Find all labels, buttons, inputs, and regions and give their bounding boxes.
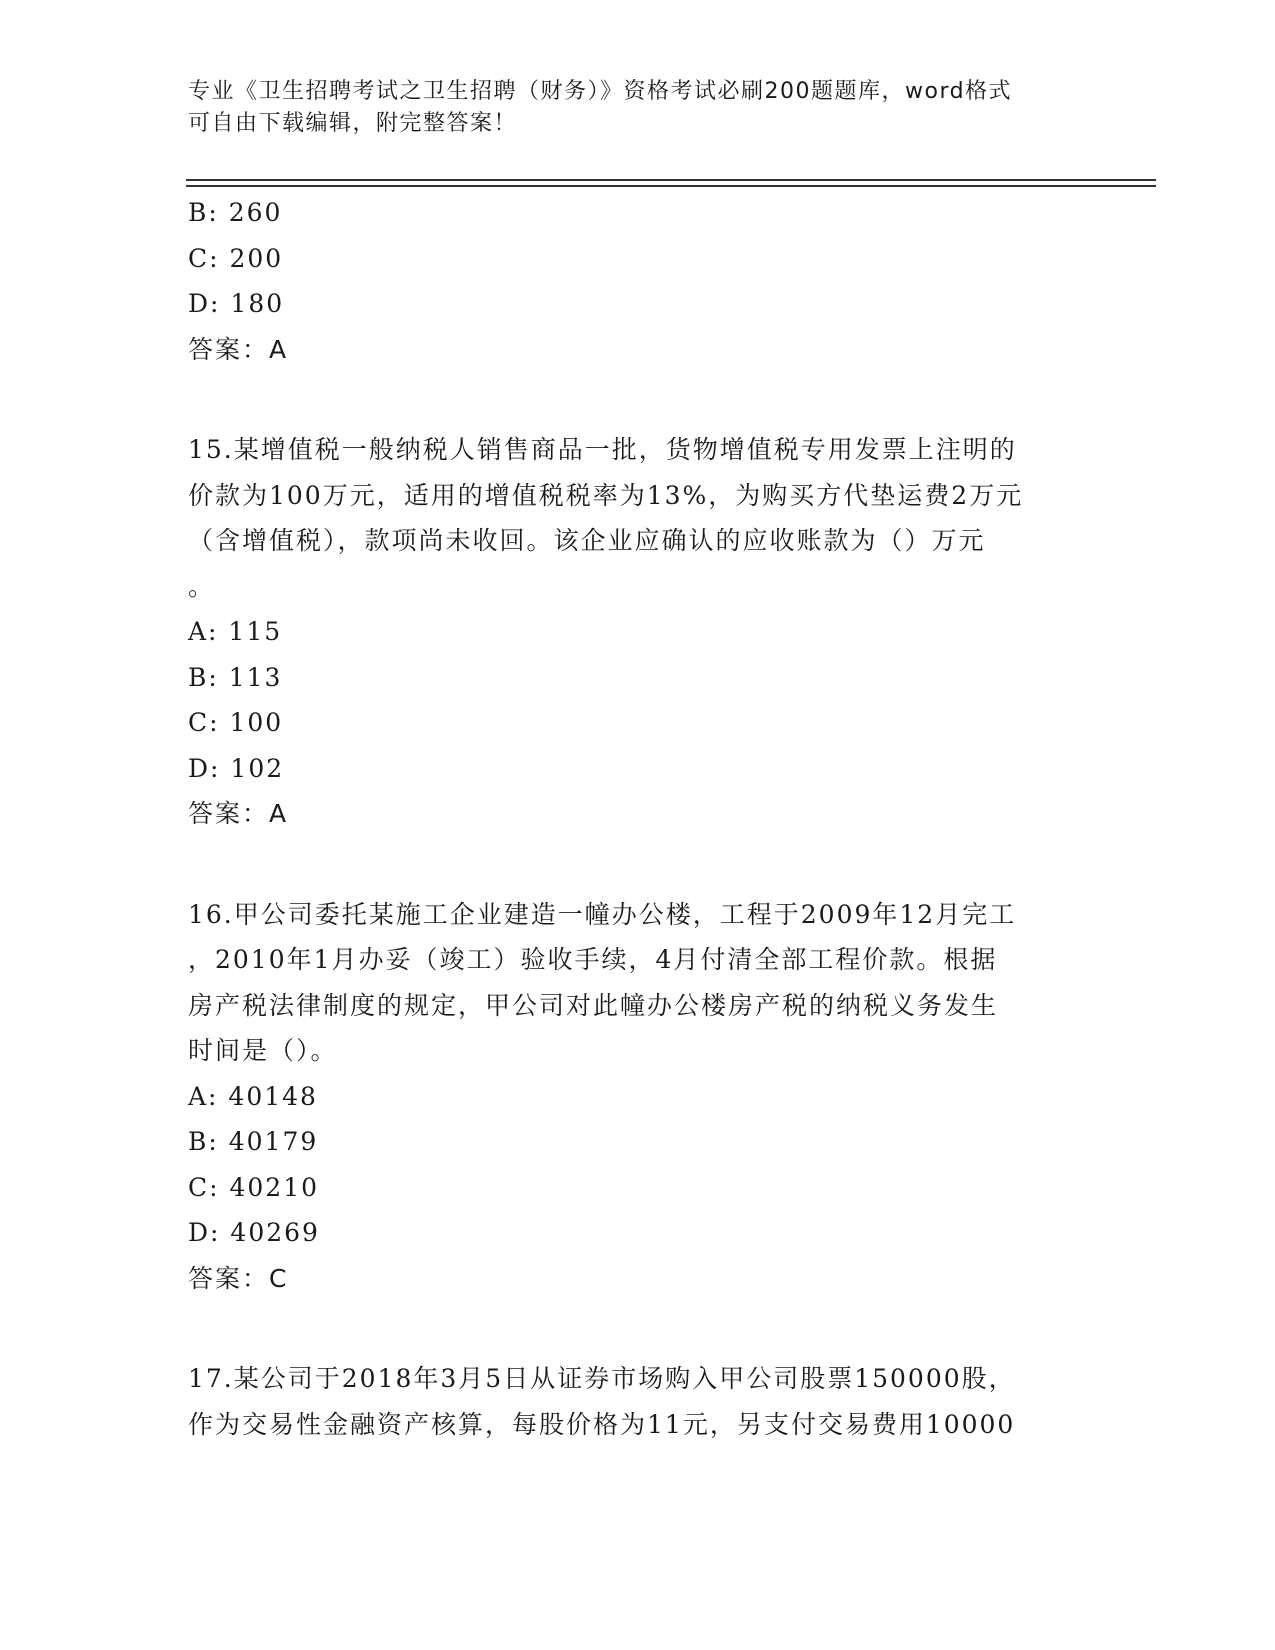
- option-d: D: 180: [188, 289, 285, 318]
- option-d: D: 40269: [188, 1218, 320, 1247]
- document-header: [188, 76, 1088, 140]
- spacer: [188, 1301, 1088, 1356]
- question-text-line: ，2010年1月办妥（竣工）验收手续，4月付清全部工程价款。根据: [188, 945, 998, 974]
- question-text-line: （含增值税），款项尚未收回。该企业应确认的应收账款为（）万元: [188, 526, 986, 555]
- question-text-line: 15.某增值税一般纳税人销售商品一批，货物增值税专用发票上注明的: [188, 435, 1017, 464]
- question-14: [188, 190, 1088, 372]
- question-text-line: 。: [188, 571, 216, 601]
- option-a: A: 115: [188, 617, 283, 646]
- question-text-line: 房产税法律制度的规定，甲公司对此幢办公楼房产税的纳税义务发生: [188, 990, 999, 1020]
- question-17: [188, 1356, 1088, 1447]
- header-line-1: 专业《卫生招聘考试之卫生招聘（财务）》资格考试必刷200题题库，word格式: [188, 79, 1013, 104]
- question-text-line: 16.甲公司委托某施工企业建造一幢办公楼，工程于2009年12月完工: [188, 899, 1017, 929]
- option-c: C: 200: [188, 243, 284, 273]
- question-text-line: 时间是（）。: [188, 1036, 338, 1065]
- question-15: [188, 427, 1088, 837]
- header-rule-bottom: [186, 185, 1156, 187]
- spacer: [188, 372, 1088, 427]
- header-rule-top: [186, 179, 1156, 181]
- question-16: [188, 892, 1088, 1302]
- option-d: D: 102: [188, 753, 285, 783]
- option-a: A: 40148: [188, 1081, 318, 1111]
- option-b: B: 40179: [188, 1127, 319, 1156]
- answer: 答案：A: [188, 799, 289, 828]
- question-text-line: 17.某公司于2018年3月5日从证券市场购入甲公司股票150000股，: [188, 1364, 1016, 1393]
- question-content: [188, 190, 1088, 1447]
- question-text-line: 作为交易性金融资产核算，每股价格为11元，另支付交易费用10000: [188, 1409, 1016, 1439]
- question-text-line: 价款为100万元，适用的增值税税率为13%，为购买方代垫运费2万元: [188, 480, 1024, 510]
- option-c: C: 40210: [188, 1172, 320, 1202]
- header-line-2: 可自由下载编辑，附完整答案！: [188, 111, 518, 136]
- option-c: C: 100: [188, 708, 284, 737]
- spacer: [188, 837, 1088, 892]
- option-b: B: 113: [188, 662, 283, 692]
- answer: 答案：C: [188, 1263, 289, 1293]
- option-b: B: 260: [188, 198, 283, 227]
- answer: 答案：A: [188, 334, 289, 364]
